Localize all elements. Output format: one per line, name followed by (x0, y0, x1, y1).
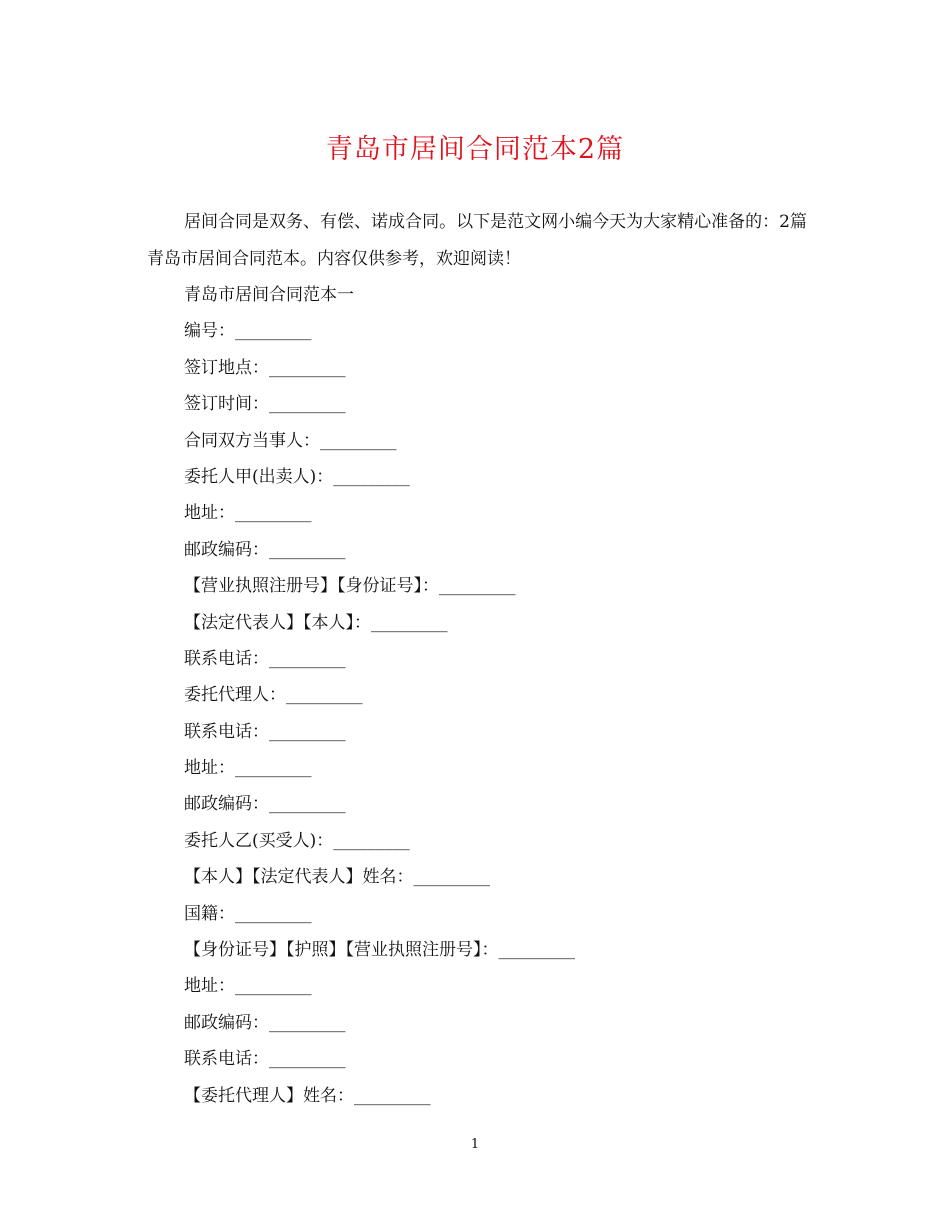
page-number: 1 (470, 1137, 480, 1152)
party-a-id-field: 【营业执照注册号】【身份证号】：_________ (184, 576, 516, 597)
party-a-representative-field: 【法定代表人】【本人】：_________ (184, 612, 448, 633)
party-a-agent-address-field: 地址：_________ (184, 758, 312, 779)
party-b-postcode-field: 邮政编码：_________ (184, 1012, 346, 1033)
parties-field: 合同双方当事人：_________ (184, 430, 397, 451)
party-a-field: 委托人甲(出卖人)：_________ (184, 466, 410, 487)
party-b-name-field: 【本人】【法定代表人】姓名：_________ (184, 867, 490, 888)
party-a-phone-field: 联系电话：_________ (184, 648, 346, 669)
signing-time-field: 签订时间：_________ (184, 394, 346, 415)
contract-field-list (184, 277, 575, 1114)
document-title: 青岛市居间合同范本2篇 (325, 134, 625, 165)
party-b-nationality-field: 国籍：_________ (184, 903, 312, 924)
party-a-agent-phone-field: 联系电话：_________ (184, 721, 346, 742)
party-b-phone-field: 联系电话：_________ (184, 1049, 346, 1070)
intro-paragraph: 居间合同是双务、有偿、诺成合同。以下是范文网小编今天为大家精心准备的：2篇青岛市居间合同范本。内容仅供参考，欢迎阅读！ (147, 212, 807, 269)
party-a-agent-postcode-field: 邮政编码：_________ (184, 794, 346, 815)
signing-place-field: 签订地点：_________ (184, 357, 346, 378)
party-b-field: 委托人乙(买受人)：_________ (184, 830, 410, 851)
party-a-agent-field: 委托代理人：_________ (184, 685, 363, 706)
party-a-postcode-field: 邮政编码：_________ (184, 539, 346, 560)
contract-number-field: 编号：_________ (184, 321, 312, 342)
party-b-agent-name-field: 【委托代理人】姓名：_________ (184, 1085, 431, 1106)
party-b-id-field: 【身份证号】【护照】【营业执照注册号】：_________ (184, 940, 575, 961)
section-heading: 青岛市居间合同范本一 (184, 285, 354, 305)
party-b-address-field: 地址：_________ (184, 976, 312, 997)
party-a-address-field: 地址：_________ (184, 503, 312, 524)
